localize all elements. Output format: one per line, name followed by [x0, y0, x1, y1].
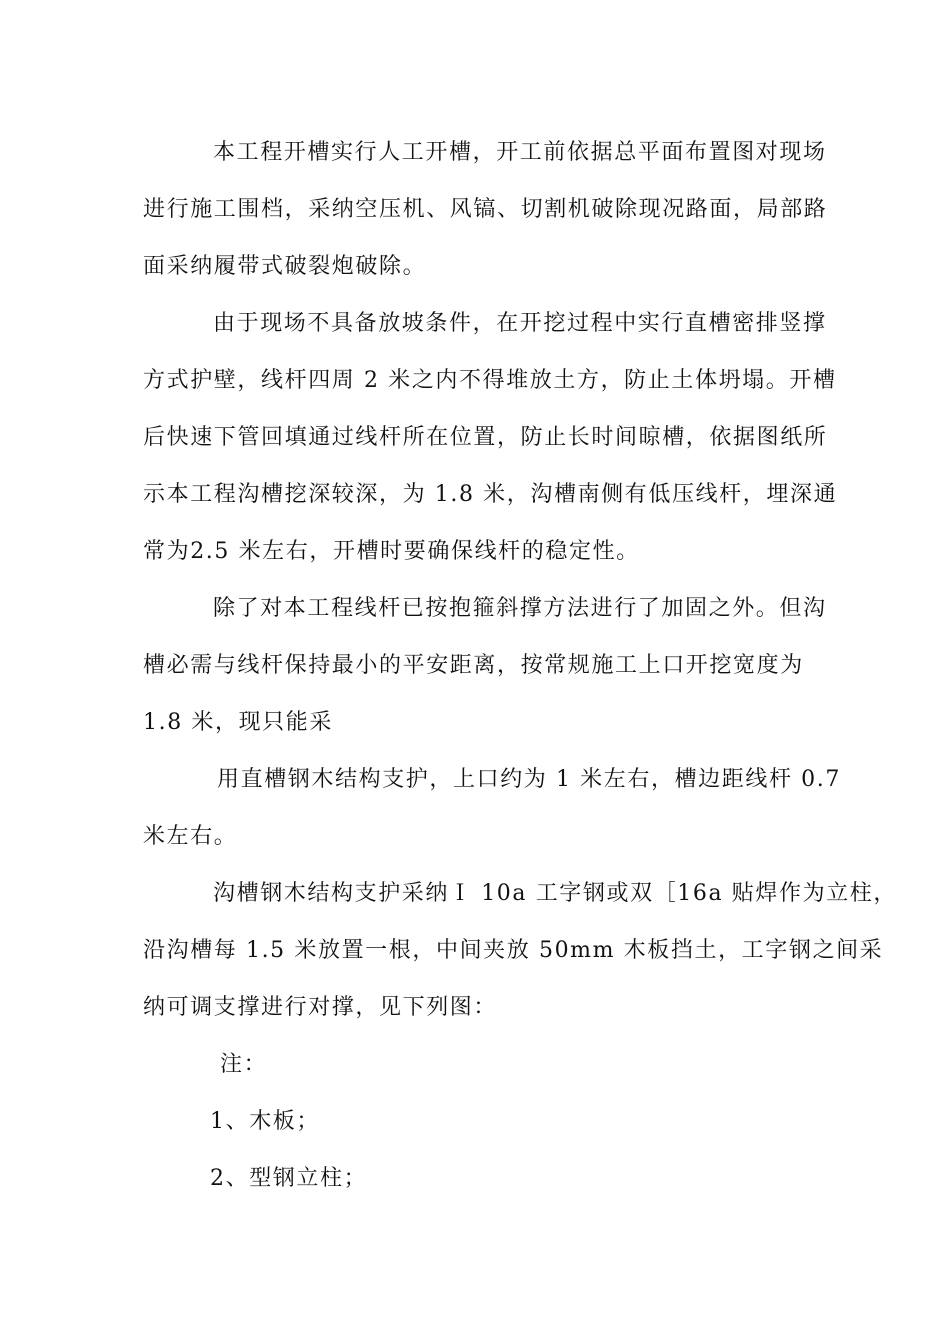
paragraph-4-line-2: 米左右。 [143, 824, 238, 849]
paragraph-1-line-2: 进行施工围档，采纳空压机、风镐、切割机破除现况路面，局部路 [143, 197, 828, 222]
note-item-2: 2、型钢立柱； [210, 1166, 368, 1191]
paragraph-4-line-1: 用直槽钢木结构支护，上口约为 1 米左右，槽边距线杆 0.7 [217, 767, 841, 792]
paragraph-5-line-1: 沟槽钢木结构支护采纳Ｉ 10a 工字钢或双［16a 贴焊作为立柱， [213, 881, 898, 906]
note-item-1: 1、木板； [210, 1109, 320, 1134]
note-label: 注： [220, 1052, 268, 1077]
paragraph-2-line-4: 示本工程沟槽挖深较深，为 1.8 米，沟槽南侧有低压线杆，埋深通 [143, 482, 838, 507]
paragraph-2-line-5: 常为2.5 米左右，开槽时要确保线杆的稳定性。 [143, 539, 640, 564]
paragraph-3-line-3: 1.8 米，现只能采 [143, 710, 333, 735]
paragraph-1-line-1: 本工程开槽实行人工开槽，开工前依据总平面布置图对现场 [213, 140, 827, 165]
paragraph-2-line-1: 由于现场不具备放坡条件，在开挖过程中实行直槽密排竖撑 [213, 311, 827, 336]
paragraph-2-line-2: 方式护壁，线杆四周 2 米之内不得堆放土方，防止土体坍塌。开槽 [143, 368, 837, 393]
paragraph-5-line-2: 沿沟槽每 1.5 米放置一根，中间夹放 50mm 木板挡土，工字钢之间采 [143, 938, 884, 963]
paragraph-3-line-1: 除了对本工程线杆已按抱箍斜撑方法进行了加固之外。但沟 [213, 596, 827, 621]
paragraph-2-line-3: 后快速下管回填通过线杆所在位置，防止长时间晾槽，依据图纸所 [143, 425, 828, 450]
paragraph-5-line-3: 纳可调支撑进行对撑，见下列图： [143, 995, 498, 1020]
paragraph-1-line-3: 面采纳履带式破裂炮破除。 [143, 254, 427, 279]
paragraph-3-line-2: 槽必需与线杆保持最小的平安距离，按常规施工上口开挖宽度为 [143, 653, 804, 678]
